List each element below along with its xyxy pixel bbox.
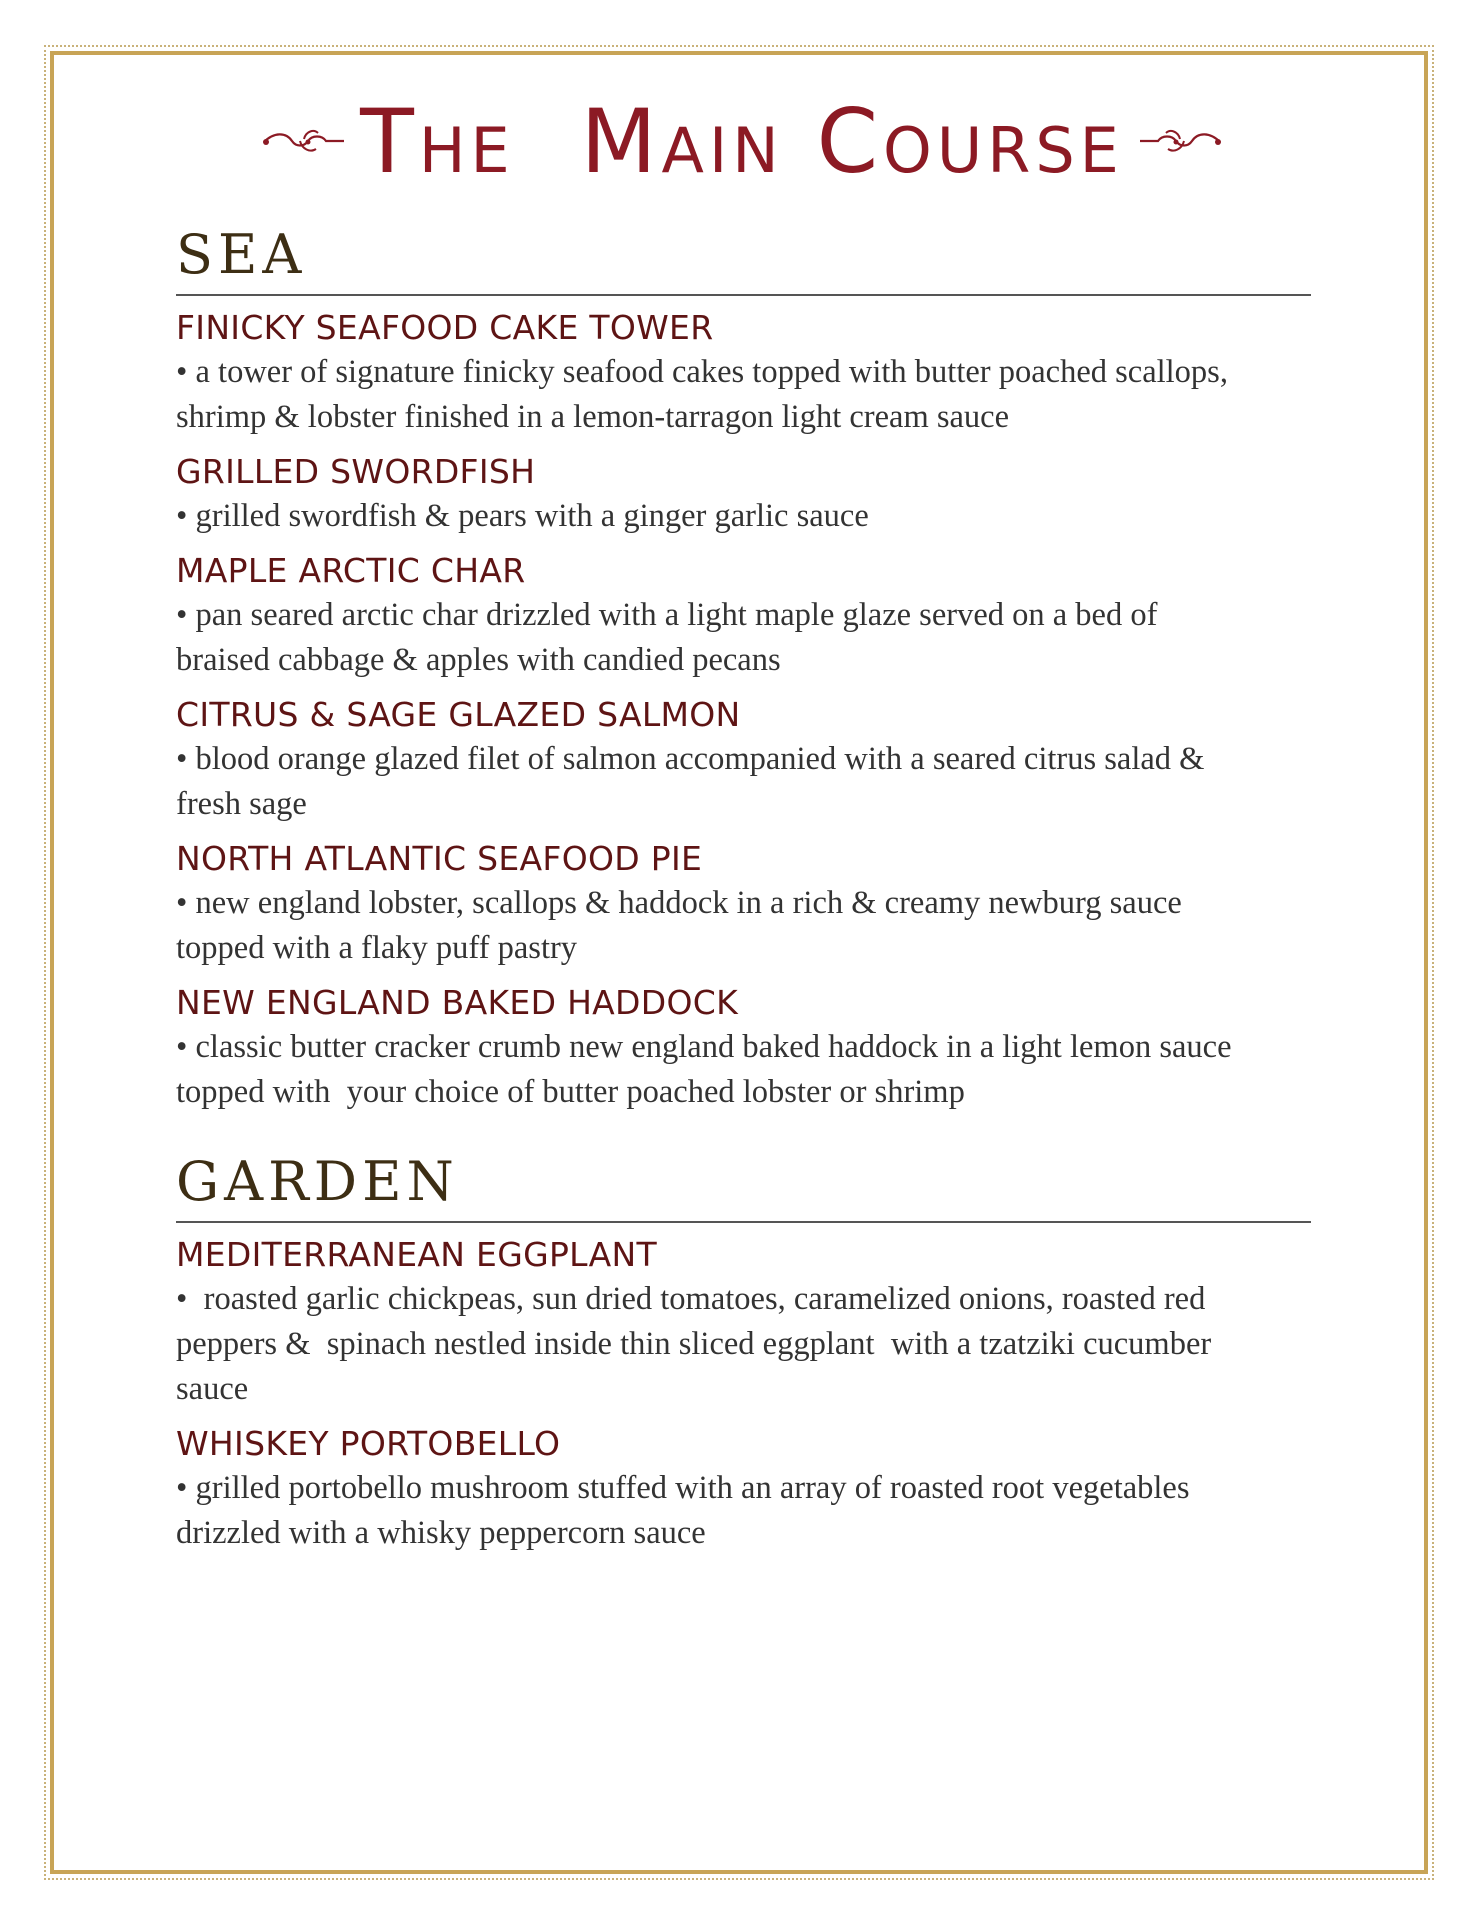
menu-item-description: • grilled swordfish & pears with a ginger garlic sauce	[176, 498, 869, 534]
menu-item-description: • classic butter cracker crumb new england baked haddock in a light lemon sauce topped with your choice of butter poached lobster or shrimp	[176, 1029, 1240, 1110]
menu-item	[176, 1233, 1311, 1412]
menu-item-description: • a tower of signature finicky seafood cakes topped with butter poached scallops, shrimp & lobster finished in a lemon-tarragon light cream sauce	[176, 354, 1237, 435]
menu-item	[176, 837, 1311, 971]
section-garden	[176, 1150, 1311, 1556]
menu-item-name: MAPLE ARCTIC CHAR	[176, 551, 526, 590]
menu-item-name: FINICKY SEAFOOD CAKE TOWER	[176, 308, 714, 347]
menu-item-description: • new england lobster, scallops & haddock in a rich & creamy newburg sauce topped with a flaky puff pastry	[176, 885, 1190, 966]
menu-item	[176, 1422, 1311, 1556]
section-heading: GARDEN	[176, 1155, 1311, 1223]
title-row	[0, 92, 1484, 192]
menu-item-description: • blood orange glazed filet of salmon accompanied with a seared citrus salad & fresh sage	[176, 741, 1213, 822]
menu-item-name: NORTH ATLANTIC SEAFOOD PIE	[176, 839, 703, 878]
menu-item-name: WHISKEY PORTOBELLO	[176, 1424, 561, 1463]
menu-item-name: NEW ENGLAND BAKED HADDOCK	[176, 983, 739, 1022]
menu-item	[176, 693, 1311, 827]
menu-item-description: • grilled portobello mushroom stuffed with an array of roasted root vegetables drizzled with a whisky peppercorn sauce	[176, 1470, 1198, 1551]
page-title: The Main Course	[360, 90, 1124, 193]
menu-item-name: GRILLED SWORDFISH	[176, 452, 536, 491]
menu-content	[176, 223, 1311, 1556]
menu-item	[176, 450, 1311, 539]
menu-item	[176, 549, 1311, 683]
menu-item-name: CITRUS & SAGE GLAZED SALMON	[176, 695, 741, 734]
menu-item-name: MEDITERRANEAN EGGPLANT	[176, 1235, 657, 1274]
section-heading: SEA	[176, 228, 1311, 296]
flourish-right-icon	[1138, 127, 1224, 157]
flourish-left-icon	[260, 127, 346, 157]
menu-item-description: • pan seared arctic char drizzled with a light maple glaze served on a bed of braised cabbage & apples with candied pecans	[176, 597, 1166, 678]
menu-item-description: • roasted garlic chickpeas, sun dried tomatoes, caramelized onions, roasted red peppers & spinach nestled inside thin sliced eggplant with a tzatziki cucumber sauce	[176, 1281, 1220, 1407]
menu-item	[176, 981, 1311, 1115]
menu-item	[176, 306, 1311, 440]
section-sea	[176, 223, 1311, 1115]
